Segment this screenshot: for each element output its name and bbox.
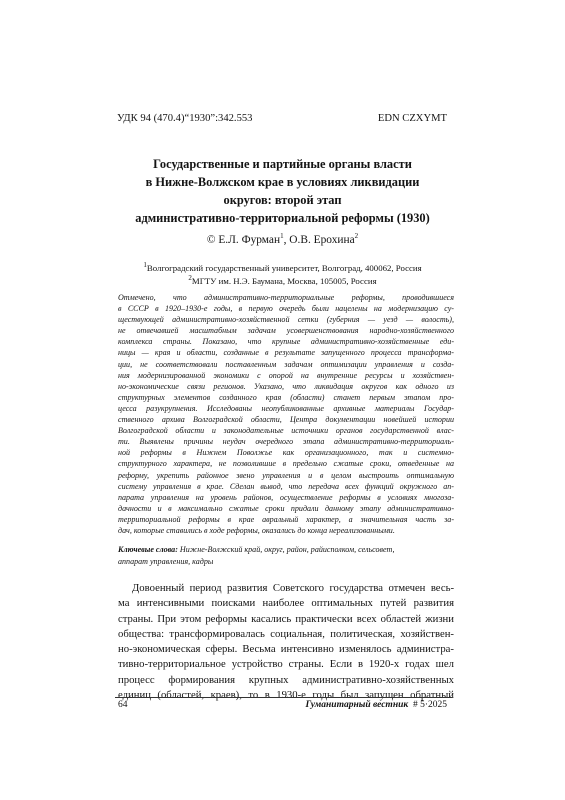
body-line: ма интенсивными поисками наиболее оптимальных путей развития (118, 597, 454, 610)
abstract-line: не отвечавшей масштабным задачам усовершенствования народно-хозяйственного (118, 326, 454, 336)
issue-number: # 5·2025 (412, 700, 447, 710)
body-line: Довоенный период развития Советского государства отмечен весь- (132, 582, 454, 594)
header-line (117, 113, 447, 124)
keywords-line: аппарат управления, кадры (118, 557, 214, 566)
abstract-line: ти. Выявлены причины неудач очередного этапа административно-территориаль- (118, 437, 454, 447)
journal-info (305, 700, 447, 710)
author-2: , О.В. Ерохина (283, 234, 355, 246)
affiliation-2: $^2$МГТУ им. Н.Э. Баумана, Москва, 105005, Россия (188, 274, 377, 286)
abstract-line: но-экономические связи регионов. Указано, что ликвидация округов как одного из (118, 381, 454, 391)
abstract-line: Отмечено, что административно-территориальные реформы, проводившиеся (118, 293, 454, 302)
abstract-line: реформу, укрепить районное звено управления и в целом выстроить оптимальную (118, 470, 454, 480)
body-line: процесс формирования крупных административно-хозяйственных (118, 673, 454, 686)
title-line: в Нижне-Волжском крае в условиях ликвидации (145, 175, 420, 189)
abstract-line: ной реформы в Нижнем Поволжье как организационного, так и системно- (118, 448, 454, 458)
abstract-line: территориальной реформы в крае авральный характер, а значительная часть за- (118, 514, 454, 524)
abstract-line: ции, не соответствовали поставленным задачам оптимизации управления и созда- (118, 359, 454, 369)
abstract-line: дачности и в максимально сжатые сроки придали данному этапу административно- (118, 503, 454, 513)
abstract-line: парата управления на уровень районов, осуществление реформы в условиях многоза- (118, 492, 454, 502)
keywords-line: Ключевые слова: Нижне-Волжский край, округ, район, райисполком, сельсовет, (118, 545, 395, 554)
keywords (118, 544, 454, 568)
author-1: © Е.Л. Фурман (206, 234, 281, 246)
abstract (118, 292, 454, 536)
body-line: тивно-территориальное устройство страны. Если в 1920-х годах шел (118, 658, 454, 671)
abstract-line: ственного архива Волгоградской области, Центра документации новейшей истории (118, 415, 454, 425)
body-line: единиц (областей, краев), то в 1930-е годы был запущен обратный (118, 689, 454, 702)
abstract-line: дач, которые ставились в ходе реформы, оказались до конца нереализованными. (118, 525, 395, 535)
title-line: округов: второй этап (223, 193, 342, 207)
author-2-affiliation-mark: 2 (354, 232, 359, 241)
page-number: 64 (118, 700, 128, 710)
abstract-line: ницы — края и области, созданные в результате запущенного процесса трансформа- (118, 348, 454, 358)
body-text (118, 581, 454, 703)
abstract-line: в СССР в 1920–1930-е годы, в первую очередь были нацелены на модернизацию су- (118, 304, 454, 314)
author-1-affiliation-mark: 1 (280, 232, 284, 241)
authors (0, 234, 565, 246)
body-line: общества: трансформировалась социальная, политическая, хозяйствен- (118, 627, 454, 640)
title-line: Государственные и партийные органы власти (153, 157, 412, 171)
article-title (110, 155, 455, 227)
abstract-line: комплекса страны. Показано, что крупные административно-хозяйственные еди- (118, 337, 454, 347)
body-line: страны. При этом реформы касались практически всех областей жизни (118, 612, 454, 625)
abstract-line: структурного характера, не позволившие в предельно сжатые сроки, отведенные на (118, 459, 454, 469)
footer-divider (115, 697, 452, 698)
udc-code: УДК 94 (470.4)“1930”:342.553 (117, 113, 253, 124)
body-line: но-экономическая сферы. Весьма интенсивно изменялось администра- (118, 643, 454, 656)
affiliation-1: $^1$Волгоградский государственный университет, Волгоград, 400062, Россия (143, 261, 422, 273)
abstract-line: ществующей административно-хозяйственной сетки (губерния — уезд — волость), (118, 315, 454, 325)
journal-name: Гуманитарный вестник (305, 700, 409, 710)
abstract-line: структурных элементов созданного края (области) станет первым этапом про- (118, 392, 454, 402)
edn-code: EDN CZXYMT (377, 113, 447, 124)
abstract-line: Волгоградской области и законодательные источники органов государственной влас- (118, 426, 454, 436)
affiliations (0, 262, 565, 288)
abstract-line: ния модернизированной экономики с опорой на внутренние ресурсы и хозяйствен- (118, 370, 454, 380)
title-line: административно-территориальной реформы (1930) (135, 211, 430, 225)
abstract-line: систему управления в крае. Сделан вывод, что передача всех функций окружного ап- (118, 481, 454, 491)
abstract-line: цесса разукрупнения. Исследованы неопубликованные архивные материалы Государ- (118, 403, 454, 413)
page-footer (118, 700, 447, 710)
keywords-label: Ключевые слова: (118, 545, 178, 554)
